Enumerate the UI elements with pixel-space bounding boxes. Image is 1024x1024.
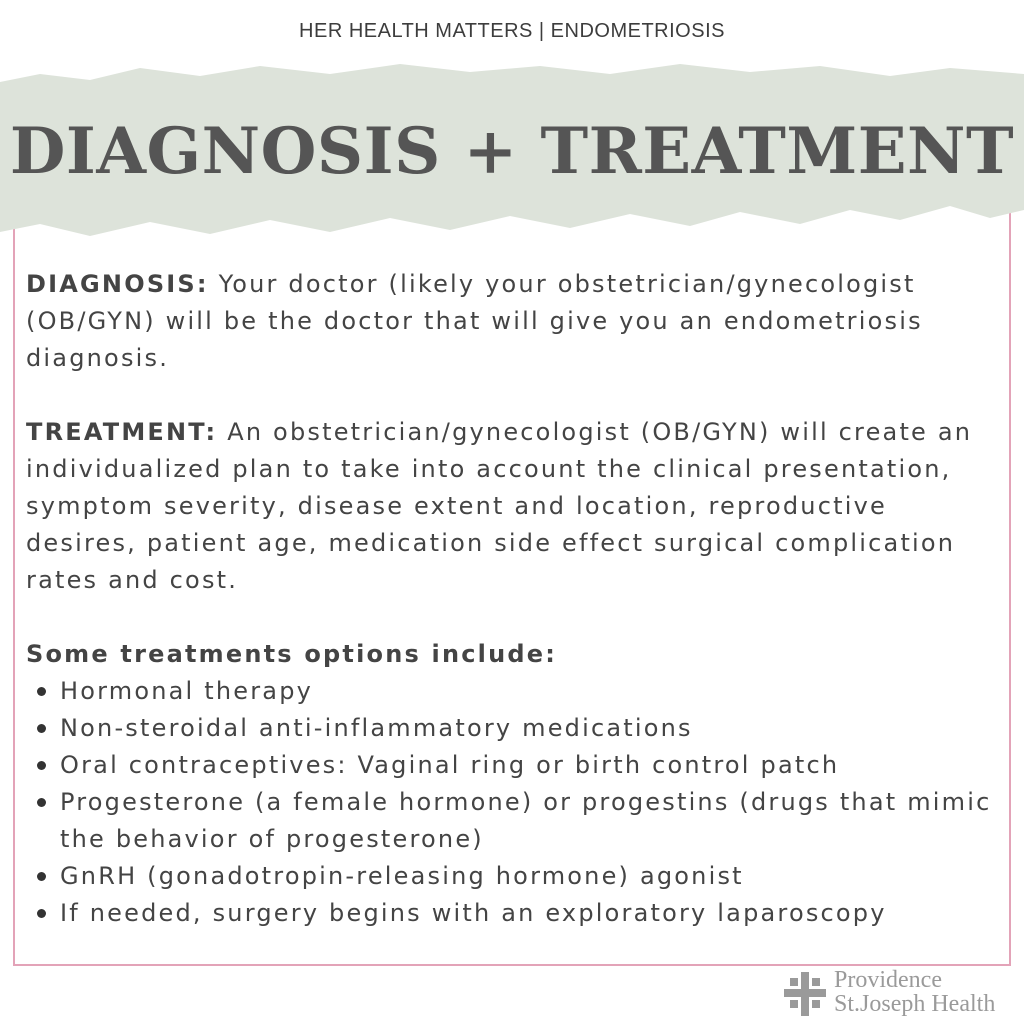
series-label: HER HEALTH MATTERS | ENDOMETRIOSIS xyxy=(299,20,725,42)
page-title: DIAGNOSIS + TREATMENT xyxy=(9,114,1015,189)
list-item: Hormonal therapy xyxy=(26,673,1006,710)
diagnosis-text: Your doctor (likely your obstetrician/gynecologist (OB/GYN) will be the doctor that will give you an endometriosis diagnosis. xyxy=(26,270,923,372)
treatment-text: An obstetrician/gynecologist (OB/GYN) will create an individualized plan to take into account the clinical presentation, symptom severity, disease extent and location, reproductive desires, patient age, medication side effect surgical complication rates and cost. xyxy=(26,418,973,594)
diagnosis-label: DIAGNOSIS: xyxy=(26,270,209,298)
bullet-icon xyxy=(37,798,46,807)
diagnosis-paragraph xyxy=(26,266,1006,377)
logo-line-2: St.Joseph Health xyxy=(834,991,996,1017)
main-content xyxy=(26,266,1006,932)
bullet-icon xyxy=(37,724,46,733)
list-item: Progesterone (a female hormone) or progestins (drugs that mimic the behavior of progesterone) xyxy=(26,784,1006,858)
list-item: Oral contraceptives: Vaginal ring or birth control patch xyxy=(26,747,1006,784)
logo-wordmark xyxy=(834,968,995,1016)
bullet-icon xyxy=(37,687,46,696)
cross-logo-icon xyxy=(784,972,826,1016)
bullet-icon xyxy=(37,909,46,918)
treatment-options-list xyxy=(26,673,1006,932)
bullet-icon xyxy=(37,872,46,881)
list-item: If needed, surgery begins with an exploratory laparoscopy xyxy=(26,895,1006,932)
providence-logo xyxy=(784,968,1014,1020)
list-item: GnRH (gonadotropin-releasing hormone) agonist xyxy=(26,858,1006,895)
list-item: Non-steroidal anti-inflammatory medications xyxy=(26,710,1006,747)
treatment-label: TREATMENT: xyxy=(26,418,218,446)
title-banner xyxy=(0,60,1024,250)
options-heading: Some treatments options include: xyxy=(26,640,558,668)
treatment-paragraph xyxy=(26,414,1006,599)
bullet-icon xyxy=(37,761,46,770)
logo-line-1: Providence xyxy=(834,967,942,993)
